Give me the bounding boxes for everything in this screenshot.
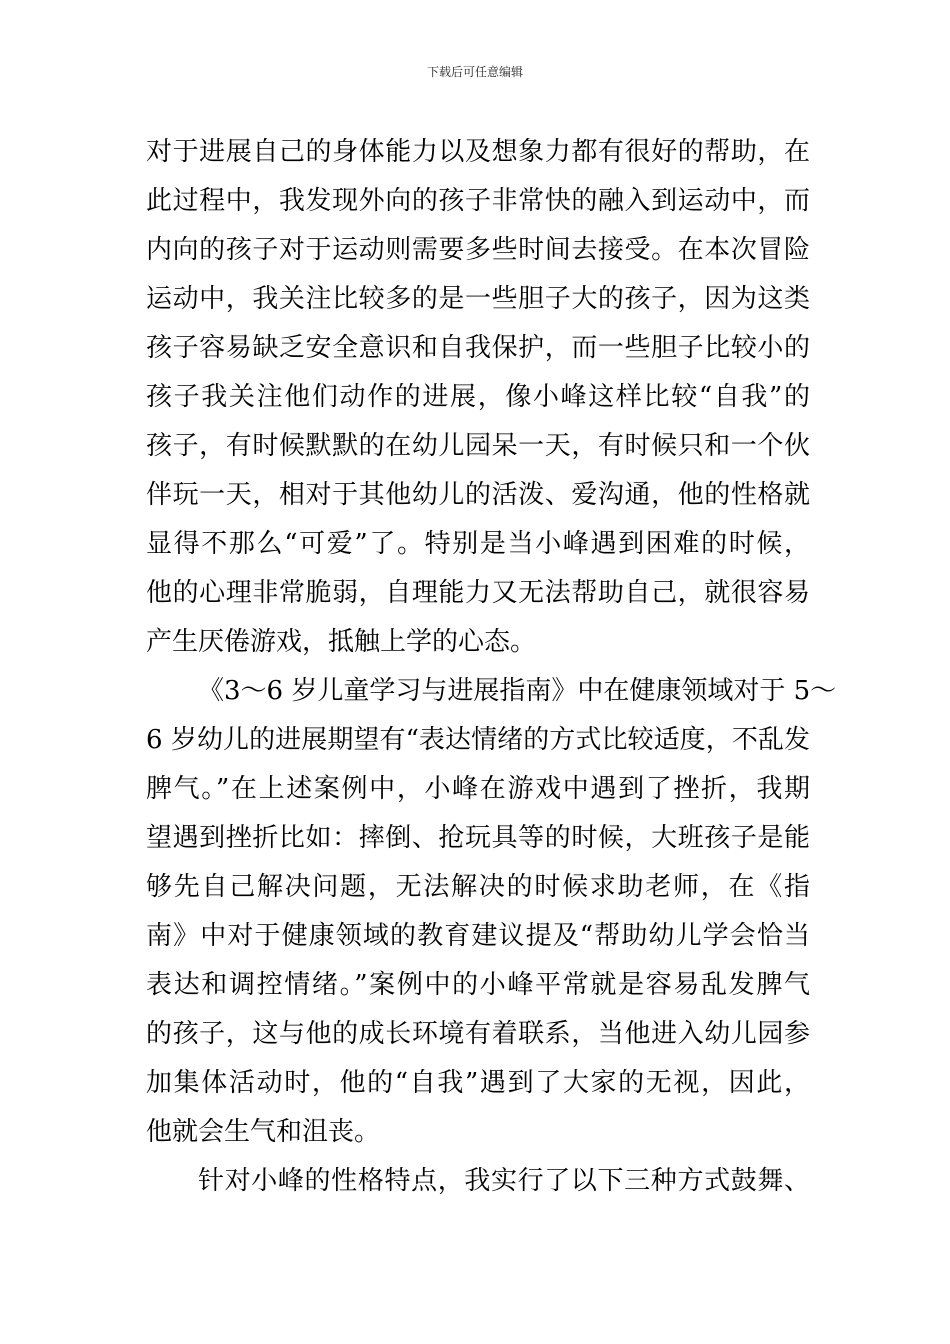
text-line: 孩子我关注他们动作的进展，像小峰这样比较“自我”的: [146, 382, 810, 412]
text-line: 够先自己解决问题，无法解决的时候求助老师，在《指: [146, 872, 810, 902]
text-line: 产生厌倦游戏，抵触上学的心态。: [146, 627, 537, 657]
text-line: 针对小峰的性格特点，我实行了以下三种方式鼓舞、: [198, 1166, 810, 1196]
text-line: 南》中对于健康领域的教育建议提及“帮助幼儿学会恰当: [146, 921, 810, 951]
text-line: 孩子容易缺乏安全意识和自我保护，而一些胆子比较小的: [146, 333, 810, 363]
text-line: 他的心理非常脆弱，自理能力又无法帮助自己，就很容易: [146, 578, 810, 608]
text-line: 此过程中，我发现外向的孩子非常快的融入到运动中，而: [146, 186, 810, 216]
paragraph-1: [146, 128, 810, 667]
text-line: 伴玩一天，相对于其他幼儿的活泼、爱沟通，他的性格就: [146, 480, 810, 510]
text-line: 运动中，我关注比较多的是一些胆子大的孩子，因为这类: [146, 284, 810, 314]
page-header: 下载后可任意编辑: [426, 65, 523, 79]
paragraph-3: [146, 1157, 810, 1206]
text-line: 内向的孩子对于运动则需要多些时间去接受。在本次冒险: [146, 235, 810, 265]
text-line: 的孩子，这与他的成长环境有着联系，当他进入幼儿园参: [146, 1019, 810, 1049]
text-line: 6 岁幼儿的进展期望有“表达情绪的方式比较适度，不乱发: [146, 725, 810, 755]
text-line: 显得不那么“可爱”了。特别是当小峰遇到困难的时候，: [146, 529, 810, 559]
text-line: 加集体活动时，他的“自我”遇到了大家的无视，因此，: [146, 1068, 810, 1098]
text-line: 对于进展自己的身体能力以及想象力都有很好的帮助，在: [146, 137, 810, 167]
text-line: 他就会生气和沮丧。: [146, 1117, 381, 1147]
text-line: 孩子，有时候默默的在幼儿园呆一天，有时候只和一个伙: [146, 431, 810, 461]
text-line: 脾气。”在上述案例中，小峰在游戏中遇到了挫折，我期: [146, 774, 810, 804]
text-line: 表达和调控情绪。”案例中的小峰平常就是容易乱发脾气: [146, 970, 810, 1000]
text-line: 《3～6 岁儿童学习与进展指南》中在健康领域对于 5～: [198, 676, 837, 706]
paragraph-2: [146, 667, 837, 1157]
document-body: [146, 128, 837, 1206]
text-line: 望遇到挫折比如：摔倒、抢玩具等的时候，大班孩子是能: [146, 823, 810, 853]
